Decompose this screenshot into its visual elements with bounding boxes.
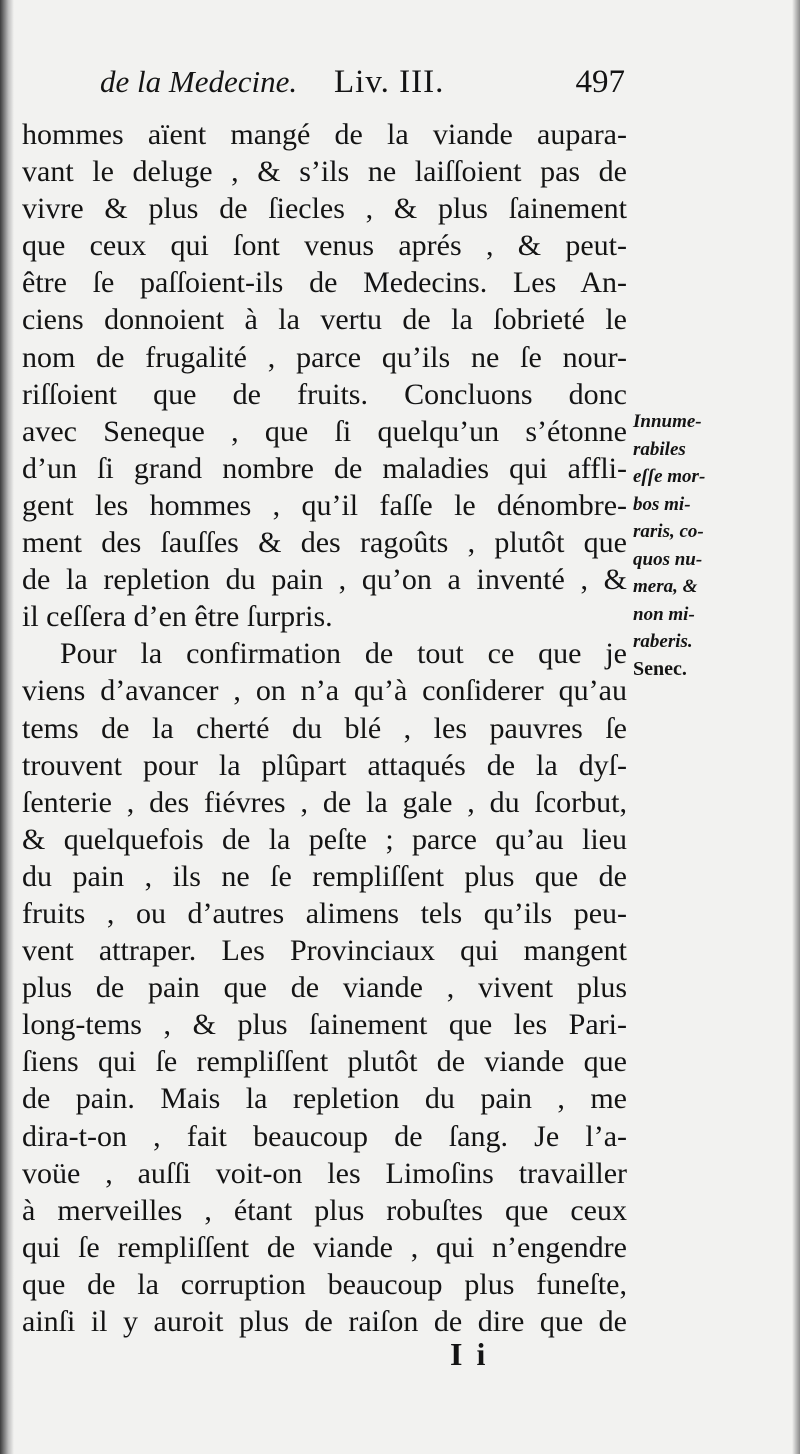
text-line: de la repletion du pain , qu’on a inventé , & bbox=[22, 563, 627, 597]
page-number: 497 bbox=[575, 64, 625, 100]
page-edge-shadow bbox=[792, 0, 800, 1454]
text-line: voüe , auſſi voit-on les Limoſins travailler bbox=[22, 1156, 627, 1190]
text-line: que de la corruption beaucoup plus funeſte, bbox=[22, 1267, 627, 1301]
marginal-note-line: raris, co- bbox=[633, 521, 704, 542]
text-line: que ceux qui ſont venus aprés , & peut- bbox=[22, 229, 627, 263]
running-head-title: de la Medecine. bbox=[100, 64, 298, 99]
marginal-note-line: quos nu- bbox=[633, 548, 703, 570]
text-line: avec Seneque , que ſi quelqu’un s’étonne bbox=[22, 414, 627, 448]
text-line: trouvent pour la plûpart attaqués de la dyſ- bbox=[22, 748, 627, 782]
text-line: d’un ſi grand nombre de maladies qui affli- bbox=[22, 451, 627, 485]
running-head-book: Liv. III. bbox=[334, 64, 445, 100]
text-line: hommes aïent mangé de la viande aupara- bbox=[22, 118, 627, 151]
text-line: être ſe paſſoient-ils de Medecins. Les An- bbox=[22, 266, 627, 300]
running-head bbox=[100, 64, 625, 120]
body-text bbox=[22, 116, 627, 1340]
marginal-note-line: raberis. bbox=[633, 631, 693, 652]
text-line: ainſi il y auroit plus de raiſon de dire que de bbox=[22, 1305, 627, 1338]
paragraph-start-line: Pour la confirmation de tout ce que je bbox=[60, 637, 627, 671]
marginal-note-line: bos mi- bbox=[633, 493, 691, 515]
text-line: vivre & plus de ſiecles , & plus ſainement bbox=[22, 192, 627, 226]
marginal-note-line: Innume- bbox=[633, 411, 702, 432]
text-line: à merveilles , étant plus robuſtes que ceux bbox=[22, 1193, 627, 1227]
text-line: tems de la cherté du blé , les pauvres ſe bbox=[22, 711, 627, 745]
text-line: ſiens qui ſe rempliſſent plutôt de viande que bbox=[22, 1045, 627, 1079]
text-line: dira-t-on , fait beaucoup de ſang. Je l’a- bbox=[22, 1119, 627, 1153]
text-line: ſenterie , des fiévres , de la gale , du ſcorbut, bbox=[22, 785, 627, 819]
page-gutter-shadow bbox=[0, 0, 14, 1454]
text-line: ment des ſauſſes & des ragoûts , plutôt que bbox=[22, 526, 627, 560]
text-line: nom de frugalité , parce qu’ils ne ſe nour- bbox=[22, 340, 627, 374]
text-line: du pain , ils ne ſe rempliſſent plus que de bbox=[22, 859, 627, 893]
text-line: fruits , ou d’autres alimens tels qu’ils peu- bbox=[22, 896, 627, 930]
marginal-note-line: eſſe mor- bbox=[633, 466, 706, 487]
marginal-note-line: rabiles bbox=[633, 438, 686, 460]
marginal-note bbox=[633, 408, 793, 683]
text-line: qui ſe rempliſſent de viande , qui n’engendre bbox=[22, 1230, 627, 1264]
text-line: viens d’avancer , on n’a qu’à conſiderer qu’au bbox=[22, 674, 627, 708]
marginal-source: Senec. bbox=[633, 657, 687, 680]
text-line: plus de pain que de viande , vivent plus bbox=[22, 971, 627, 1005]
text-line: riſſoient que de fruits. Concluons donc bbox=[22, 377, 627, 411]
text-line: gent les hommes , qu’il faſſe le dénombre- bbox=[22, 488, 627, 522]
marginal-note-line: mera, & bbox=[633, 576, 698, 597]
text-line: vent attraper. Les Provinciaux qui mangent bbox=[22, 934, 627, 968]
marginal-note-line: non mi- bbox=[633, 603, 695, 625]
text-line: ciens donnoient à la vertu de la ſobrieté le bbox=[22, 303, 627, 337]
text-line: long-tems , & plus ſainement que les Pari- bbox=[22, 1008, 627, 1042]
signature-mark: I i bbox=[450, 1336, 489, 1372]
text-line: vant le deluge , & s’ils ne laiſſoient pas de bbox=[22, 155, 627, 189]
text-line: & quelquefois de la peſte ; parce qu’au lieu bbox=[22, 822, 627, 856]
text-line: il ceſſera d’en être ſurpris. bbox=[22, 600, 333, 634]
text-line: de pain. Mais la repletion du pain , me bbox=[22, 1082, 627, 1116]
